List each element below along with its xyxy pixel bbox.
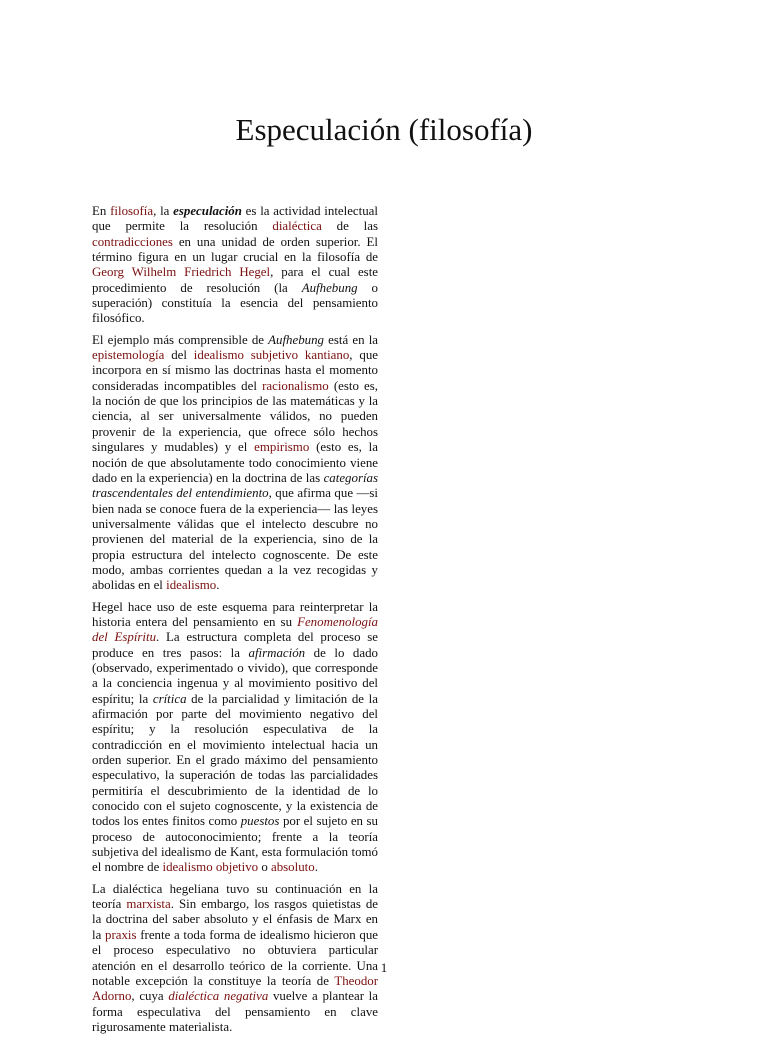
article-link[interactable]: Fenomenología del Espíritu bbox=[92, 614, 378, 645]
text-run: de lo dado (observado, experimentado o vivido), que corresponde a la conciencia ingenua y al movimiento positivo del espíritu; la bbox=[92, 645, 378, 706]
text-run: Hegel hace uso de este esquema para reinterpretar la historia entera del pensamiento en su bbox=[92, 599, 378, 629]
text-run: . bbox=[314, 860, 318, 875]
text-run: en una unidad de orden superior. El término figura en un lugar crucial en la filosofía de bbox=[92, 234, 378, 265]
text-run: (esto es, la noción de que los principios de las matemáticas y la ciencia, al ser universalmente válidos, no pueden provenir de la experiencia, que ofrece sólo hechos singulares y mudables) y el bbox=[92, 378, 379, 455]
italic-term: categorías trascendentales del entendimiento bbox=[92, 470, 378, 501]
text-run: . Sin embargo, los rasgos quietistas de la doctrina del saber absoluto y el énfasis de Marx en la bbox=[92, 897, 378, 942]
paragraph bbox=[92, 333, 378, 594]
article-link[interactable]: idealismo subjetivo kantiano bbox=[193, 348, 350, 363]
text-run: , para el cual este procedimiento de resolución (la bbox=[92, 265, 379, 295]
italic-term: puestos bbox=[240, 814, 280, 829]
text-run: , cuya bbox=[131, 989, 169, 1004]
article-body bbox=[92, 204, 378, 1041]
text-run: (esto es, la noción de que absolutamente todo conocimiento viene dado en la experiencia) en la doctrina de las bbox=[92, 440, 378, 485]
text-run: es la actividad intelectual que permite la resolución bbox=[92, 204, 378, 234]
italic-term: afirmación bbox=[248, 645, 306, 660]
text-run: frente a toda forma de idealismo hicieron que el proceso especulativo no obtuviera particular atención en el desarrollo teórico de la corriente. Una notable excepción la constituye la teoría de bbox=[92, 927, 379, 988]
paragraph bbox=[92, 600, 378, 876]
text-run: o bbox=[258, 860, 271, 875]
article-link[interactable]: marxista bbox=[126, 897, 171, 912]
article-link[interactable]: idealismo objetivo bbox=[162, 860, 259, 875]
text-run: de la parcialidad y limitación de la afirmación por parte del movimiento negativo del espíritu; y la resolución especulativa de la contradicción en el movimiento intelectual hacia un orden superior. En el grado máximo del pensamiento especulativo, la superación de todas las parcialidades permitiría el descubrimiento de la identidad de lo conocido con el sujeto cognoscente, y la existencia de todos los entes finitos como bbox=[92, 691, 378, 829]
page-title: Especulación (filosofía) bbox=[235, 112, 533, 147]
article-link[interactable]: epistemología bbox=[92, 348, 165, 363]
paragraph bbox=[92, 204, 378, 327]
article-link[interactable]: absoluto bbox=[271, 860, 315, 875]
text-run: , que incorpora en sí mismo las doctrinas hasta el momento consideradas incompatibles del bbox=[92, 348, 378, 393]
text-run: . bbox=[216, 578, 220, 593]
article-link[interactable]: filosofía bbox=[110, 204, 154, 218]
bold-term: especulación bbox=[173, 204, 242, 218]
text-run: o superación) constituía la esencia del pensamiento filosófico. bbox=[92, 280, 378, 326]
article-link[interactable]: empirismo bbox=[254, 440, 310, 455]
text-run: por el sujeto en su proceso de autoconocimiento; frente a la teoría subjetiva del idealismo de Kant, esta formulación tomó el nombre de bbox=[92, 814, 378, 875]
italic-term: crítica bbox=[152, 691, 187, 706]
text-run: vuelve a plantear la forma especulativa del pensamiento en clave rigurosamente materialista. bbox=[92, 989, 378, 1034]
article-link[interactable]: racionalismo bbox=[262, 378, 329, 393]
italic-term: Aufhebung bbox=[301, 280, 358, 295]
italic-term: Aufhebung bbox=[268, 332, 325, 347]
article-link[interactable]: contradicciones bbox=[92, 234, 173, 249]
article-link[interactable]: Georg Wilhelm Friedrich Hegel bbox=[92, 265, 271, 280]
article-link[interactable]: dialéctica bbox=[272, 219, 322, 234]
text-run: , la bbox=[153, 204, 174, 218]
article-link[interactable]: praxis bbox=[105, 927, 137, 942]
text-run: En bbox=[92, 204, 111, 218]
text-run: está en la bbox=[324, 332, 379, 347]
article-link[interactable]: Theodor Adorno bbox=[92, 973, 378, 1004]
article-link[interactable]: dialéctica negativa bbox=[168, 989, 269, 1004]
text-run: de las bbox=[321, 219, 378, 234]
text-run: , que afirma que —si bien nada se conoce fuera de la experiencia— las leyes universalmente válidas que el intelecto descubre no provienen del material de la experiencia, sino de la propia estructura del intelecto cognoscente. De este modo, ambas corrientes quedan a la vez recogidas y abolidas en el bbox=[92, 486, 378, 593]
text-run: del bbox=[164, 348, 194, 363]
text-run: . La estructura completa del proceso se produce en tres pasos: la bbox=[92, 630, 379, 660]
article-link[interactable]: idealismo bbox=[166, 578, 217, 593]
text-run: El ejemplo más comprensible de bbox=[92, 332, 269, 347]
text-run: La dialéctica hegeliana tuvo su continuación en la teoría bbox=[92, 881, 378, 912]
page-number: 1 bbox=[380, 960, 388, 975]
paragraph bbox=[92, 882, 378, 1035]
